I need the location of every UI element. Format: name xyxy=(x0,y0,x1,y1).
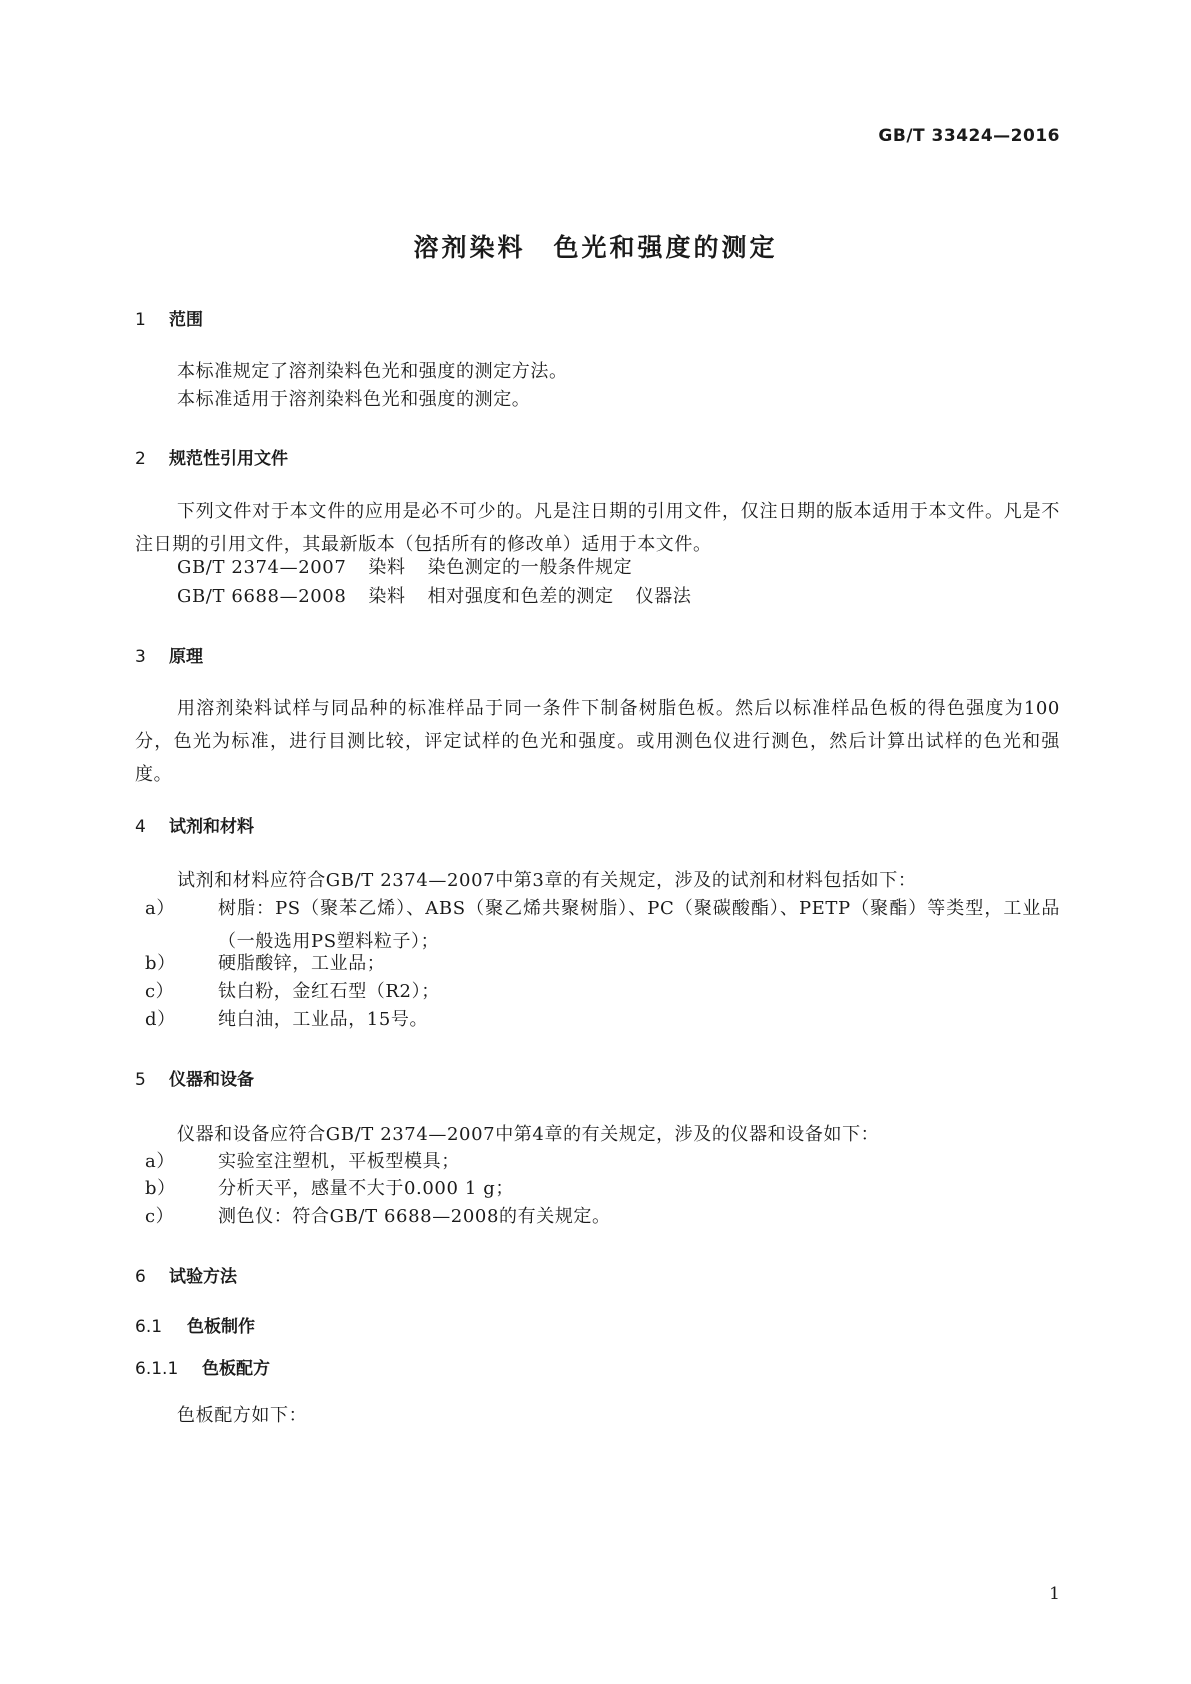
section-title: 试剂和材料 xyxy=(169,817,254,837)
list-item-text: 树脂：PS（聚苯乙烯）、ABS（聚乙烯共聚树脂）、PC（聚碳酸酯）、PETP（聚酯）等类型，工业品（一般选用PS塑料粒子）； xyxy=(218,898,1060,952)
paragraph: 本标准规定了溶剂染料色光和强度的测定方法。 xyxy=(177,361,568,382)
paragraph: 本标准适用于溶剂染料色光和强度的测定。 xyxy=(177,389,531,410)
list-item-text: 测色仪：符合GB/T 6688—2008的有关规定。 xyxy=(218,1206,611,1227)
section-6-1-heading xyxy=(135,1312,255,1337)
reference-title: 染料 xyxy=(368,557,406,578)
paragraph: 仪器和设备应符合GB/T 2374—2007中第4章的有关规定，涉及的仪器和设备如下： xyxy=(177,1124,880,1145)
list-item-label: d） xyxy=(145,1009,176,1030)
list-item-text: 分析天平，感量不大于0.000 1 g； xyxy=(218,1178,514,1199)
reference-code: GB/T 6688—2008 xyxy=(177,586,347,607)
list-item-label: b） xyxy=(145,1178,176,1199)
section-title: 色板制作 xyxy=(187,1317,255,1337)
section-number: 1 xyxy=(135,310,146,330)
list-item-label: a） xyxy=(145,1151,175,1172)
page-number: 1 xyxy=(1049,1584,1060,1604)
section-1-heading xyxy=(135,305,203,330)
list-item-label: c） xyxy=(145,981,175,1002)
section-3-heading xyxy=(135,642,203,667)
section-number: 4 xyxy=(135,817,146,837)
reference-title: 染料 xyxy=(368,586,406,607)
standard-number: GB/T 33424—2016 xyxy=(878,126,1060,146)
section-4-heading xyxy=(135,812,254,837)
section-number: 3 xyxy=(135,647,146,667)
section-title: 范围 xyxy=(169,310,203,330)
section-6-heading xyxy=(135,1262,237,1287)
document-title xyxy=(0,228,1191,264)
list-item-text: 实验室注塑机，平板型模具； xyxy=(218,1151,460,1172)
section-number: 6.1 xyxy=(135,1317,163,1337)
section-title: 试验方法 xyxy=(169,1267,237,1287)
paragraph: 色板配方如下： xyxy=(177,1405,308,1426)
section-title: 原理 xyxy=(169,647,203,667)
section-title: 规范性引用文件 xyxy=(169,449,288,469)
section-number: 6 xyxy=(135,1267,146,1287)
section-number: 2 xyxy=(135,449,146,469)
section-number: 5 xyxy=(135,1070,146,1090)
section-6-1-1-heading xyxy=(135,1354,270,1379)
paragraph: 试剂和材料应符合GB/T 2374—2007中第3章的有关规定，涉及的试剂和材料包括如下： xyxy=(177,870,917,891)
paragraph: 用溶剂染料试样与同品种的标准样品于同一条件下制备树脂色板。然后以标准样品色板的得色强度为100分，色光为标准，进行目测比较，评定试样的色光和强度。或用测色仪进行测色，然后计算出试样的色光和强度。 xyxy=(135,698,1060,785)
section-title: 色板配方 xyxy=(202,1359,270,1379)
reference-code: GB/T 2374—2007 xyxy=(177,557,347,578)
section-number: 6.1.1 xyxy=(135,1359,179,1379)
reference-title: 相对强度和色差的测定 xyxy=(427,586,614,607)
reference-title: 染色测定的一般条件规定 xyxy=(427,557,633,578)
list-item-text: 纯白油，工业品，15号。 xyxy=(218,1009,429,1030)
section-2-heading xyxy=(135,444,288,469)
list-item xyxy=(145,1200,1060,1233)
list-item-label: b） xyxy=(145,953,176,974)
section-title: 仪器和设备 xyxy=(169,1070,254,1090)
list-item xyxy=(145,1003,1060,1036)
list-item-label: c） xyxy=(145,1206,175,1227)
reference-item xyxy=(177,580,1060,613)
list-item-text: 硬脂酸锌，工业品； xyxy=(218,953,386,974)
title-part-2: 色光和强度的测定 xyxy=(553,233,778,262)
section-5-heading xyxy=(135,1065,254,1090)
title-part-1: 溶剂染料 xyxy=(413,233,526,262)
paragraph: 下列文件对于本文件的应用是必不可少的。凡是注日期的引用文件，仅注日期的版本适用于本文件。凡是不注日期的引用文件，其最新版本（包括所有的修改单）适用于本文件。 xyxy=(135,501,1060,555)
reference-title: 仪器法 xyxy=(635,586,692,607)
list-item-text: 钛白粉，金红石型（R2）； xyxy=(218,981,440,1002)
list-item-label: a） xyxy=(145,898,175,919)
